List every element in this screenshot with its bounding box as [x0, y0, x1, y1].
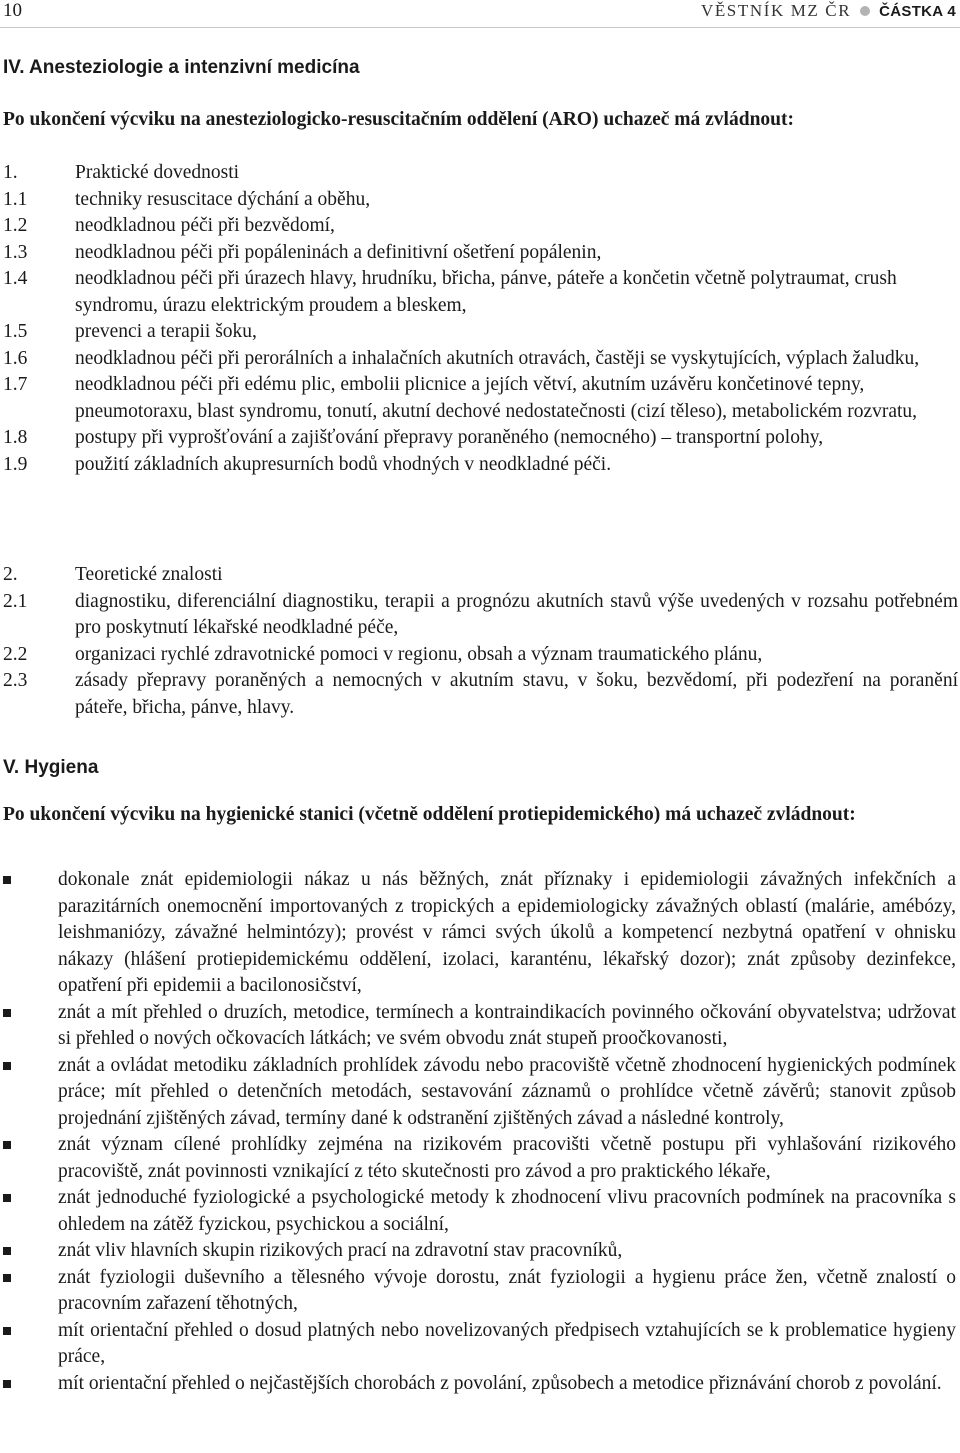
square-bullet-icon — [3, 1053, 58, 1133]
header-divider — [0, 27, 960, 28]
item-text: znát fyziologii duševního a tělesného vývoje dorostu, znát fyziologii a hygienu práce žen, včetně znalostí o pracovním zařazení těhotných, — [58, 1266, 956, 1314]
item-text: znát vliv hlavních skupin rizikových prací na zdravotní stav pracovníků, — [58, 1240, 623, 1261]
list-item — [3, 1000, 956, 1053]
item-number: 2.2 — [3, 643, 28, 665]
list-item — [3, 452, 958, 479]
square-bullet-icon — [3, 1185, 58, 1238]
section-iv-lead: Po ukončení výcviku na anesteziologicko-resuscitačním oddělení (ARO) uchazeč má zvládnout: — [3, 109, 794, 130]
group-title: Teoretické znalosti — [75, 564, 223, 585]
square-bullet-icon — [3, 1132, 58, 1185]
item-text: zásady přepravy poraněných a nemocných v akutním stavu, v šoku, bezvědomí, při podezření na poranění páteře, břicha, pánve, hlavy. — [75, 670, 958, 718]
item-number: 2.3 — [3, 670, 28, 691]
item-number: 2.1 — [3, 590, 28, 612]
item-number: 1.2 — [3, 215, 28, 236]
item-text: mít orientační přehled o nejčastějších chorobách z povolání, způsobech a metodice přiznávání chorob z povolání. — [58, 1372, 942, 1394]
journal-title: VĚSTNÍK MZ ČR — [700, 1, 852, 20]
item-text: znát a ovládat metodiku základních prohlídek závodu nebo pracoviště včetně zhodnocení hygienických podmínek práce; mít přehled o detenčních metodách, sestavování záznamů o prohlídce včetně závěrů; stanovit způsob projednání zjištěných závad, termíny dané k odstranění zjištěných závad a následné kontroly, — [58, 1054, 956, 1129]
list-item — [3, 425, 958, 452]
bullet-dot-icon — [860, 6, 870, 16]
list-item — [3, 867, 956, 1000]
list-item — [3, 1185, 956, 1238]
item-number: 1.3 — [3, 241, 28, 263]
list-item — [3, 642, 958, 669]
list-item — [3, 187, 958, 214]
section-v-lead: Po ukončení výcviku na hygienické stanici (včetně oddělení protiepidemického) má uchazeč zvládnout: — [3, 804, 856, 825]
item-text: znát jednoduché fyziologické a psychologické metody k zhodnocení vlivu pracovních podmínek na pracovníka s ohledem na zátěž fyzickou, psychickou a sociální, — [58, 1187, 956, 1235]
issue-part: ČÁSTKA 4 — [879, 2, 956, 20]
square-bullet-icon — [3, 1318, 58, 1371]
item-number: 1.8 — [3, 427, 28, 448]
item-text: mít orientační přehled o dosud platných nebo novelizovaných předpisech vztahujících se k problematice hygieny práce, — [58, 1319, 956, 1367]
item-text: použití základních akupresurních bodů vhodných v neodkladné péči. — [75, 453, 612, 475]
list-item — [3, 668, 958, 721]
item-text: neodkladnou péči při úrazech hlavy, hrudníku, břicha, pánve, páteře a končetin včetně polytraumat, crush syndromu, úrazu elektrickým proudem a bleskem, — [75, 268, 897, 316]
list-item — [3, 1371, 956, 1398]
section-heading-iv: IV. Anesteziologie a intenzivní medicína — [3, 57, 360, 78]
item-number: 1.6 — [3, 347, 28, 369]
square-bullet-icon — [3, 1265, 58, 1318]
item-text: znát a mít přehled o druzích, metodice, termínech a kontraindikacích povinného očkování obyvatelstva; udržovat si přehled o nových očkovacích látkách; ve svém obvodu znát stupeň proočkovanosti, — [58, 1001, 956, 1049]
item-number: 1.4 — [3, 268, 28, 289]
item-text: organizaci rychlé zdravotnické pomoci v regionu, obsah a význam traumatického plánu, — [75, 643, 763, 665]
group-number: 1. — [3, 162, 18, 183]
list-item — [3, 1132, 956, 1185]
item-text: techniky resuscitace dýchání a oběhu, — [75, 188, 371, 210]
practical-skills-list — [3, 160, 958, 478]
item-text: neodkladnou péči při perorálních a inhalačních akutních otravách, častěji se vyskytujících, výplach žaludku, — [75, 347, 920, 369]
item-text: neodkladnou péči při popáleninách a definitivní ošetření popálenin, — [75, 241, 602, 263]
page-number: 10 — [3, 0, 22, 21]
item-number: 1.5 — [3, 321, 28, 342]
square-bullet-icon — [3, 1371, 58, 1398]
item-text: dokonale znát epidemiologii nákaz u nás běžných, znát příznaky i epidemiologii závažných infekčních a parazitárních onemocnění importovaných z tropických a epidemiologicky závažných oblastí (malárie, amébózy, leishmaniózy, závažné helmintózy); provést v rámci svých úkolů a kompetencí nezbytná opatření v ohnisku nákazy (hlášení protiepidemickému oddělení, izolaci, karanténu, lékařský dozor); znát způsoby dezinfekce, opatření při epidemii a bacilonosičství, — [58, 869, 956, 996]
item-number: 1.7 — [3, 374, 28, 395]
group-number: 2. — [3, 564, 18, 585]
section-heading-v: V. Hygiena — [3, 757, 99, 778]
list-item — [3, 319, 958, 346]
list-group-heading — [3, 562, 958, 589]
item-text: diagnostiku, diferenciální diagnostiku, terapii a prognózu akutních stavů výše uvedených v rozsahu potřebném pro poskytnutí lékařské neodkladné péče, — [75, 590, 958, 638]
list-item — [3, 213, 958, 240]
list-item — [3, 1053, 956, 1133]
theoretical-knowledge-list — [3, 562, 958, 721]
list-item — [3, 240, 958, 267]
item-text: postupy při vyprošťování a zajišťování přepravy poraněného (nemocného) – transportní polohy, — [75, 427, 824, 448]
list-item — [3, 1265, 956, 1318]
square-bullet-icon — [3, 867, 58, 1000]
list-item — [3, 1318, 956, 1371]
list-group-heading — [3, 160, 958, 187]
group-title: Praktické dovednosti — [75, 162, 240, 183]
square-bullet-icon — [3, 1000, 58, 1053]
square-bullet-icon — [3, 1238, 58, 1265]
running-header — [701, 0, 956, 22]
item-number: 1.1 — [3, 188, 28, 210]
hygiene-requirements-list — [3, 867, 956, 1397]
item-text: znát význam cílené prohlídky zejména na rizikovém pracovišti včetně postupu při vyhlašování rizikového pracoviště, znát povinnosti vznikající z této skutečnosti pro závod a pro praktického lékaře, — [58, 1134, 956, 1182]
list-item — [3, 1238, 956, 1265]
item-text: neodkladnou péči při edému plic, embolii plicnice a jejích větví, akutním uzávěru končetinové tepny, pneumotoraxu, blast syndromu, tonutí, akutní dechové nedostatečnosti (cizí těleso), metabolickém rozvratu, — [75, 374, 918, 422]
list-item — [3, 266, 958, 319]
list-item — [3, 372, 958, 425]
item-text: neodkladnou péči při bezvědomí, — [75, 215, 335, 236]
item-text: prevenci a terapii šoku, — [75, 321, 257, 342]
list-item — [3, 589, 958, 642]
list-item — [3, 346, 958, 373]
item-number: 1.9 — [3, 453, 28, 475]
